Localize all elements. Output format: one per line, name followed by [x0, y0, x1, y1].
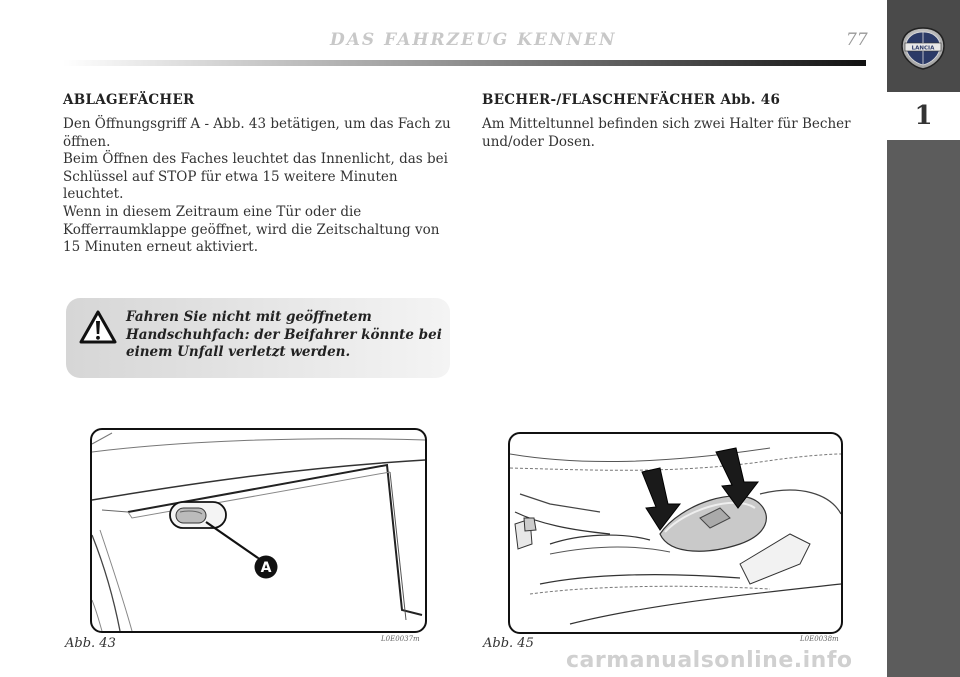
body-paragraph: Wenn in diesem Zeitraum eine Tür oder die Kofferraumklappe geöffnet, wird die Zeitschaltung von 15 Minuten erneut aktiviert.	[63, 203, 440, 256]
figure-cupholder	[508, 432, 843, 634]
lancia-logo-icon	[900, 26, 946, 70]
warning-box	[66, 298, 450, 378]
figure-caption: Abb. 43	[65, 636, 116, 651]
section-heading-becherfaecher: BECHER-/FLASCHENFÄCHER Abb. 46	[482, 92, 781, 108]
chapter-number: 1	[914, 101, 933, 131]
header-rule	[63, 60, 866, 66]
logo-text: LANCIA	[911, 45, 935, 52]
figure-code: L0E0037m	[381, 635, 420, 643]
figure-glovebox	[90, 428, 427, 633]
figure-code: L0E0038m	[800, 635, 839, 643]
left-column	[63, 92, 451, 257]
running-title: DAS FAHRZEUG KENNEN	[330, 30, 617, 50]
watermark: carmanualsonline.info	[566, 648, 853, 673]
body-paragraph: Am Mitteltunnel befinden sich zwei Halter für Becher und/oder Dosen.	[482, 116, 851, 150]
body-paragraph: Den Öffnungsgriff A - Abb. 43 betätigen, um das Fach zu öffnen.	[63, 116, 451, 150]
glovebox-illustration	[92, 430, 425, 631]
cupholder-illustration	[510, 434, 841, 632]
callout-a-label: A	[260, 560, 272, 576]
logo-area	[887, 0, 960, 92]
body-paragraph: Beim Öffnen des Faches leuchtet das Innenlicht, das bei Schlüssel auf STOP für etwa 15 weitere Minuten leuchtet.	[63, 151, 448, 203]
chapter-side-tab	[887, 0, 960, 677]
page-number: 77	[846, 30, 868, 50]
warning-triangle-icon	[79, 310, 117, 344]
figure-caption: Abb. 45	[483, 636, 534, 651]
right-column	[482, 92, 867, 151]
chapter-marker	[887, 92, 960, 140]
section-heading-ablagefaecher: ABLAGEFÄCHER	[63, 92, 195, 108]
warning-text: Fahren Sie nicht mit geöffnetem Handschuhfach: der Beifahrer könnte bei einem Unfall verletzt werden.	[126, 309, 442, 360]
